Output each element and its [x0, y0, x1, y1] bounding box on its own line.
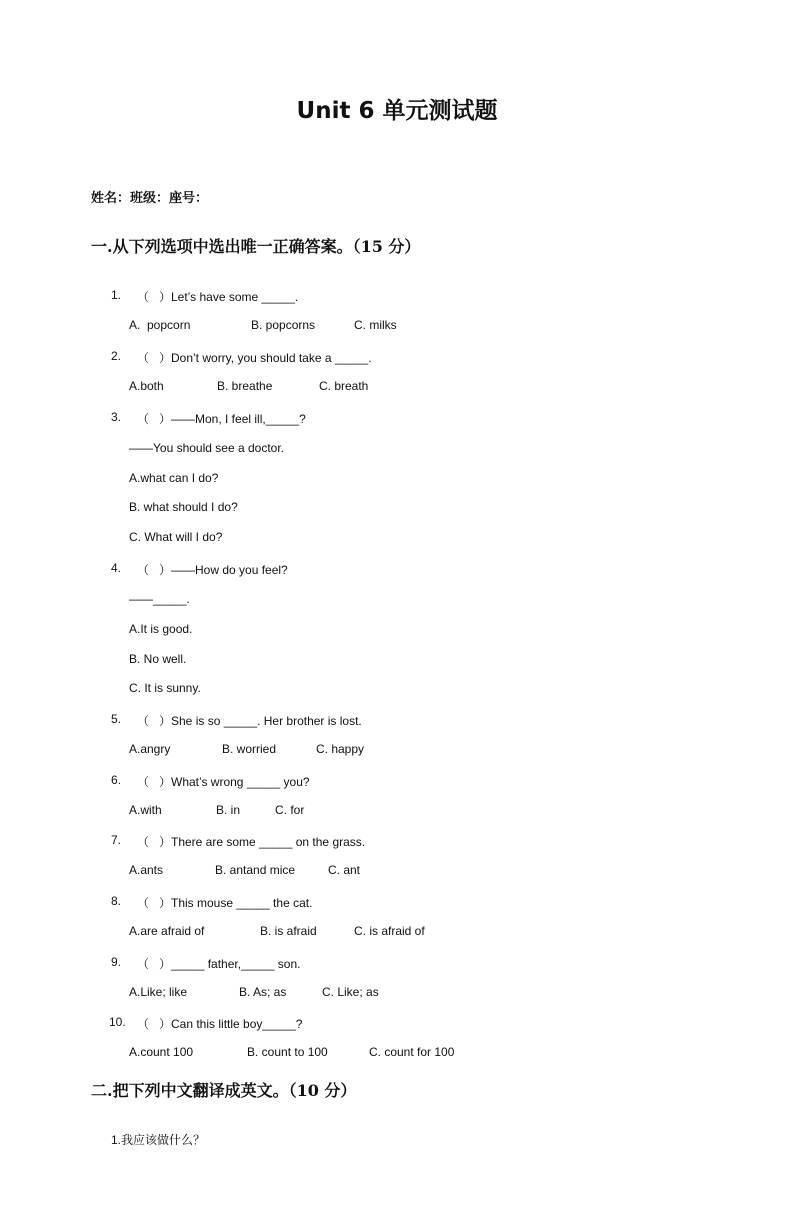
question-number: 9.	[111, 955, 122, 969]
option-b: B. what should I do?	[129, 500, 238, 514]
question-text: （ ）This mouse _____ the cat.	[137, 896, 313, 910]
question-number: 5.	[111, 712, 122, 726]
option-b: B. No well.	[129, 652, 187, 666]
option-a: A.angry	[129, 742, 171, 756]
question-text: （ ）She is so _____. Her brother is lost.	[137, 714, 362, 728]
option-c: C. ant	[328, 863, 361, 877]
question-number: 7.	[111, 833, 122, 847]
option-b: B. is afraid	[260, 924, 317, 938]
option-a: A. popcorn	[129, 318, 191, 332]
option-b: B. count to 100	[247, 1045, 328, 1059]
option-b: B. in	[216, 803, 241, 817]
option-b: B. As; as	[239, 985, 287, 999]
option-a: A.Like; like	[129, 985, 188, 999]
option-a: A.what can I do?	[129, 471, 219, 485]
option-a: A.ants	[129, 863, 164, 877]
question-number: 8.	[111, 894, 122, 908]
option-c: C. breath	[319, 379, 369, 393]
question-text: （ ）There are some _____ on the grass.	[137, 835, 366, 849]
option-a: A.count 100	[129, 1045, 194, 1059]
option-c: C. is afraid of	[354, 924, 425, 938]
option-c: C. for	[275, 803, 305, 817]
option-a: A.are afraid of	[129, 924, 205, 938]
option-c: C. count for 100	[369, 1045, 455, 1059]
option-a: A.both	[129, 379, 164, 393]
section-1-heading: 一.从下列选项中选出唯一正确答案。（15 分）	[91, 237, 421, 256]
option-c: C. happy	[316, 742, 365, 756]
question-number: 6.	[111, 773, 122, 787]
option-c: C. What will I do?	[129, 530, 223, 544]
option-b: B. worried	[222, 742, 277, 756]
translation-item: 1.我应该做什么？	[111, 1133, 206, 1147]
question-number: 3.	[111, 410, 122, 424]
dialogue-reply: ——_____.	[129, 592, 190, 606]
question-text: （ ）——Mon, I feel ill,_____?	[137, 412, 306, 426]
option-c: C. milks	[354, 318, 397, 332]
question-text: （ ）Let’s have some _____.	[137, 290, 299, 304]
question-text: （ ）——How do you feel?	[137, 563, 288, 577]
option-b: B. antand mice	[215, 863, 296, 877]
dialogue-reply: ——You should see a doctor.	[129, 441, 284, 455]
question-number: 10.	[109, 1015, 126, 1029]
question-text: （ ）_____ father,_____ son.	[137, 957, 301, 971]
option-b: B. popcorns	[251, 318, 316, 332]
option-c: C. It is sunny.	[129, 681, 201, 695]
question-number: 2.	[111, 349, 122, 363]
option-b: B. breathe	[217, 379, 273, 393]
option-c: C. Like; as	[322, 985, 379, 999]
student-info-line: 姓名：班级：座号：	[91, 191, 209, 206]
question-number: 1.	[111, 288, 122, 302]
option-a: A.with	[129, 803, 162, 817]
question-text: （ ）Can this little boy_____?	[137, 1017, 303, 1031]
option-a: A.It is good.	[129, 622, 193, 636]
question-text: （ ）Don’t worry, you should take a _____.	[137, 351, 372, 365]
question-number: 4.	[111, 561, 122, 575]
section-2-heading: 二.把下列中文翻译成英文。（10 分）	[91, 1081, 357, 1100]
question-text: （ ）What’s wrong _____ you?	[137, 775, 310, 789]
page-title: Unit 6 单元测试题	[296, 98, 498, 124]
